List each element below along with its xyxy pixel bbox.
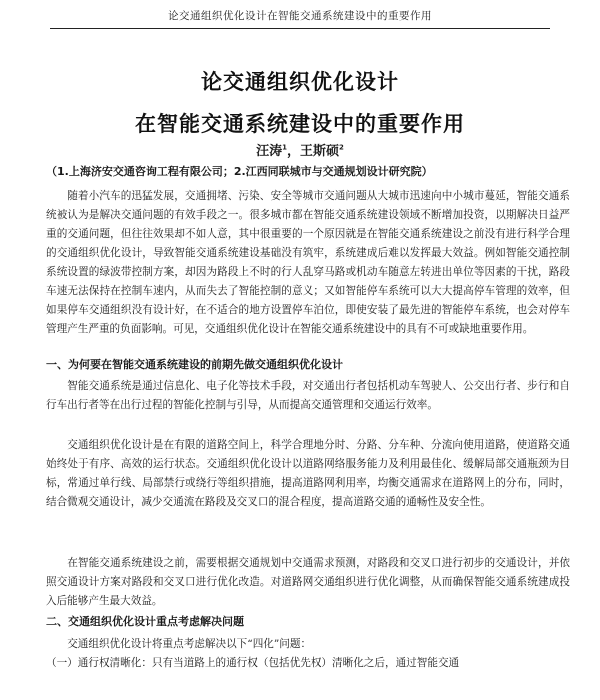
affiliation: （1.上海济安交通咨询工程有限公司；2.江西同联城市与交通规划设计研究院） <box>46 165 433 178</box>
title-line-2: 在智能交通系统建设中的重要作用 <box>135 112 465 136</box>
author-2-affil-mark: 2 <box>339 143 344 152</box>
section-2-item-1: （一）通行权清晰化：只有当道路上的通行权（包括优先权）清晰化之后，通过智能交通 <box>46 657 460 669</box>
section-2-paragraph-1: 交通组织优化设计将重点考虑解决以下“四化”问题： <box>67 638 312 650</box>
section-2-heading: 二、交通组织优化设计重点考虑解决问题 <box>46 615 244 628</box>
author-separator: ， <box>286 144 300 159</box>
section-1-heading: 一、为何要在智能交通系统建设的前期先做交通组织优化设计 <box>46 358 343 371</box>
author-line <box>0 140 600 159</box>
section-1-paragraph-2: 交通组织优化设计是在有限的道路空间上，科学合理地分时、分路、分车种、分流向使用道路，使道路交通始终处于有序、高效的运行状态。交通组织优化设计以道路网络服务能力及利用最佳化、缓解局部交通瓶颈为目标，常通过单行线、局部禁行或绕行等组织措施，提高道路网利用率，均衡交通需求在道路网上的分布，同时，结合微观交通设计，减少交通流在路段及交叉口的混合程度，提高道路交通的通畅性及安全性。 <box>46 439 570 508</box>
author-1-affil-mark: 1 <box>282 143 287 152</box>
intro-paragraph: 随着小汽车的迅猛发展，交通拥堵、污染、安全等城市交通问题从大城市迅速向中小城市蔓延，智能交通系统被认为是解决交通问题的有效手段之一。很多城市都在智能交通系统建设领域不断增加投资，以期解决日益严重的交通问题，但往往效果却不如人意，其中很重要的一个原因就是在智能交通系统建设之前没有进行科学合理的交通组织优化设计，导致智能交通系统建设基础没有筑牢，系统建成后难以发挥最大效益。例如智能交通控制系统设置的绿波带控制方案，却因为路段上不时的行人乱穿马路或机动车随意左转进出单位等因素的干扰，路段车速无法保持在控制车速内，从而失去了智能控制的意义；又如智能停车系统可以大大提高停车管理的效率，但如果停车交通组织没有设计好，在不适合的地方设置停车泊位，即使安装了最先进的智能停车系统，也会对停车管理产生严重的负面影响。可见，交通组织优化设计在智能交通系统建设中的具有不可或缺地重要作用。 <box>46 190 570 335</box>
author-2: 王斯硕 <box>300 144 340 159</box>
running-header: 论交通组织优化设计在智能交通系统建设中的重要作用 <box>50 8 550 29</box>
section-1-paragraph-3: 在智能交通系统建设之前，需要根据交通规划中交通需求预测，对路段和交叉口进行初步的交通设计，并依照交通设计方案对路段和交叉口进行优化改造。对道路网交通组织进行优化调整，从而确保智能交通系统建成投入后能够产生最大效益。 <box>46 557 570 607</box>
author-1: 汪涛 <box>256 144 283 159</box>
title-line-1: 论交通组织优化设计 <box>201 70 399 94</box>
section-1-paragraph-1: 智能交通系统是通过信息化、电子化等技术手段，对交通出行者包括机动车驾驶人、公交出行者、步行和自行车出行者等在出行过程的智能化控制与引导，从而提高交通管理和交通运行效率。 <box>46 380 570 411</box>
